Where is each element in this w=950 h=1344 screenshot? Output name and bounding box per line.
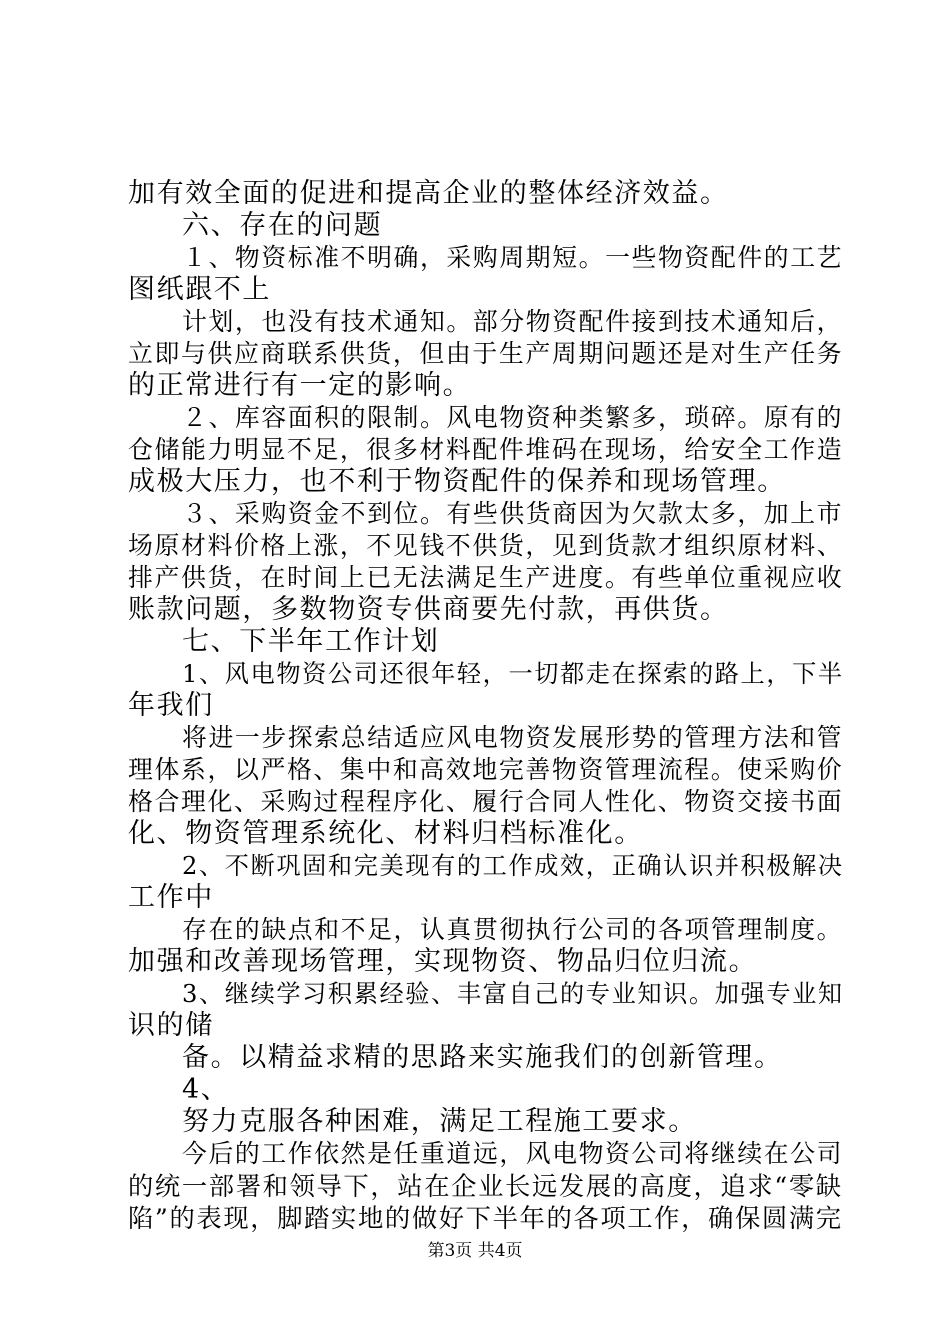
text-line: １、物资标准不明确，采购周期短。一些物资配件的工艺 [182,243,844,272]
text-line: 理体系，以严格、集中和高效地完善物资管理流程。使采购价 [128,755,844,784]
text-line: 的统一部署和领导下，站在企业长远发展的高度，追求“零缺 [128,1171,843,1201]
text-line: 化、物资管理系统化、材料归档标准化。 [128,818,643,849]
text-line: 1、风电物资公司还很年轻，一切都走在探索的路上，下半 [182,660,844,688]
section-heading: 六、存在的问题 [182,210,383,241]
page-number: 第3页 共4页 [427,1241,523,1261]
section-heading: 七、下半年工作计划 [182,626,440,657]
text-line: 工作中 [128,882,214,913]
text-line: 的正常进行有一定的影响。 [128,370,472,401]
text-line: 仓储能力明显不足，很多材料配件堆码在现场，给安全工作造 [128,435,844,464]
text-line: 2、不断巩固和完美现有的工作成效，正确认识并积极解决 [182,852,844,880]
text-line: 成极大压力，也不利于物资配件的保养和现场管理。 [128,466,786,497]
text-line: 识的储 [128,1010,214,1041]
text-line: 3、继续学习积累经验、丰富自己的专业知识。加强专业知 [182,980,844,1008]
text-line: 计划，也没有技术通知。部分物资配件接到技术通知后， [182,307,844,336]
text-line: 将进一步探索总结适应风电物资发展形势的管理方法和管 [182,723,844,752]
text-line: 4、 [182,1074,230,1105]
text-line: 加有效全面的促进和提高企业的整体经济效益。 [128,178,729,209]
text-line: 排产供货，在时间上已无法满足生产进度。有些单位重视应收 [128,563,844,592]
text-line: ３、采购资金不到位。有些供货商因为欠款太多，加上市 [182,499,844,528]
text-line: 今后的工作依然是任重道远，风电物资公司将继续在公司 [182,1139,844,1168]
text-line: 立即与供应商联系供货，但由于生产周期问题还是对生产任务 [128,339,844,368]
text-line: 备。以精益求精的思路来实施我们的创新管理。 [182,1042,783,1073]
text-line: 存在的缺点和不足，认真贯彻执行公司的各项管理制度。 [182,915,844,944]
text-line: 图纸跟不上 [128,274,271,305]
text-line: 加强和改善现场管理，实现物资、物品归位归流。 [128,946,758,977]
text-line: 账款问题，多数物资专供商要先付款，再供货。 [128,594,729,625]
text-line: ２、库容面积的限制。风电物资种类繁多，琐碎。原有的 [182,403,844,432]
text-line: 陷”的表现，脚踏实地的做好下半年的各项工作，确保圆满完 [128,1203,843,1233]
text-line: 场原材料价格上涨，不见钱不供货，见到货款才组织原材料、 [128,531,844,560]
text-line: 努力克服各种困难，满足工程施工要求。 [182,1106,697,1137]
text-line: 年我们 [128,690,214,721]
text-line: 格合理化、采购过程程序化、履行合同人性化、物资交接书面 [128,787,844,816]
